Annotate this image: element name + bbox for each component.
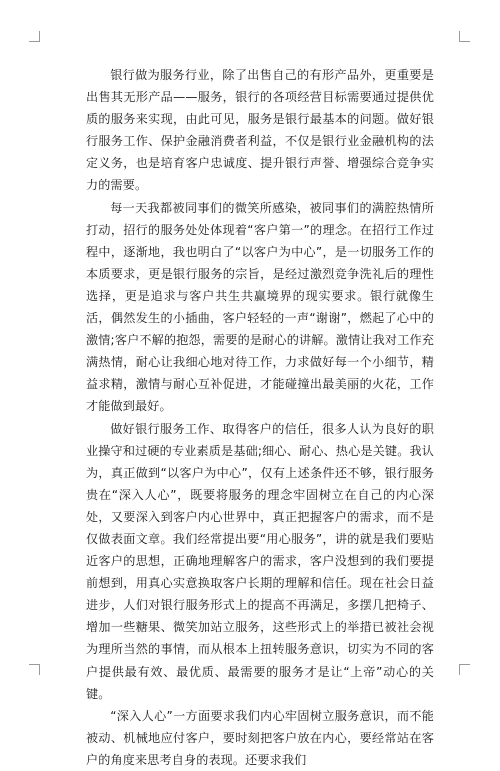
paragraph-3: 做好银行服务工作、取得客户的信任，很多人认为良好的职业操守和过硬的专业素质是基础;细心、耐心、热心是关键。我认为，真正做到“以客户为中心”，仅有上述条件还不够，银行服务贵在“深入人心”，既要将服务的理念牢固树立在自己的内心深处，又要深入到客户内心世界中，真正把握客户的需求，而不是仅做表面文章。我们经常提出要“用心服务”，讲的就是我们要贴近客户的思想，正确地理解客户的需求，客户没想到的我们要提前想到，用真心实意换取客户长期的理解和信任。现在社会日益进步，人们对银行服务形式上的提高不再满足，多摆几把椅子、增加一些糖果、微笑加站立服务，这些形式上的举措已被社会视为理所当然的事情，而从根本上扭转服务意识，切实为不同的客户提供最有效、最优质、最需要的服务才是让“上帝”动心的关键。 xyxy=(86,421,434,701)
crop-mark-bottom-left xyxy=(29,664,40,675)
paragraph-2: 每一天我都被同事们的微笑所感染，被同事们的满腔热情所打动，招行的服务处处体现着“客户第一”的理念。在招行工作过程中，逐渐地，我也明白了“以客户为中心”，是一切服务工作的本质要求，更是银行服务的宗旨，是经过激烈竞争洗礼后的理性选择，更是追求与客户共生共赢境界的现实要求。银行就像生活，偶然发生的小插曲，客户轻轻的一声“谢谢”，燃起了心中的激情;客户不解的抱怨，需要的是耐心的讲解。激情让我对工作充满热情，耐心让我细心地对待工作，力求做好每一个小细节，精益求精，激情与耐心互补促进，才能碰撞出最美丽的火花，工作才能做到最好。 xyxy=(86,200,434,414)
crop-mark-bottom-right xyxy=(459,664,470,675)
paragraph-1: 银行做为服务行业，除了出售自己的有形产品外，更重要是出售其无形产品——服务，银行的各项经营目标需要通过提供优质的服务来实现，由此可见，服务是银行最基本的问题。做好银行服务工作、保护金融消费者利益，不仅是银行业金融机构的法定义务，也是培育客户忠诚度、提升银行声誉、增强综合竞争实力的需要。 xyxy=(86,68,434,193)
crop-mark-top-right xyxy=(459,31,470,42)
crop-mark-top-left xyxy=(29,31,40,42)
paragraph-4: “深入人心”一方面要求我们内心牢固树立服务意识，而不能被动、机械地应付客户，要时刻把客户放在内心，要经常站在客户的角度来思考自身的表现。还要求我们 xyxy=(86,708,434,767)
document-body xyxy=(86,64,434,771)
